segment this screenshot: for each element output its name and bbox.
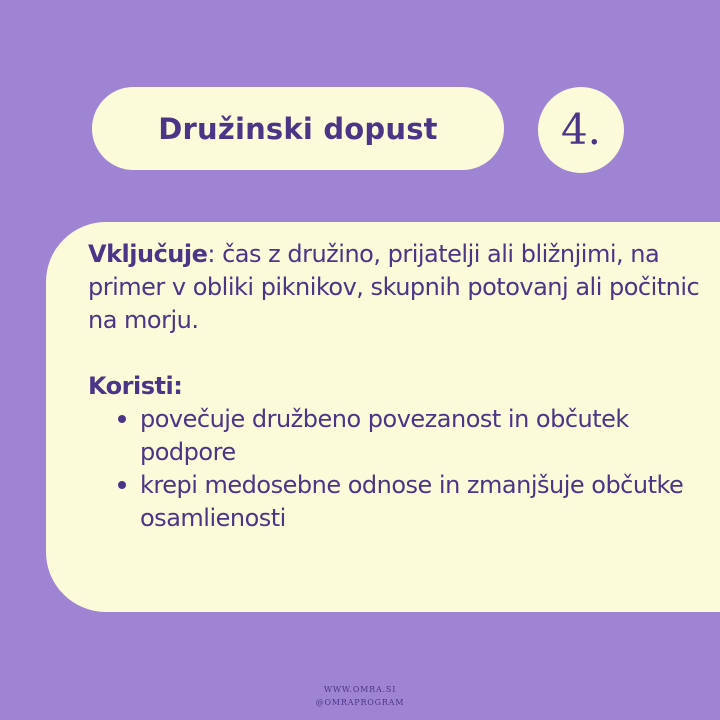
slide-title: Družinski dopust xyxy=(158,111,438,146)
bullet-icon xyxy=(118,415,126,423)
includes-label: Vključuje xyxy=(88,240,208,268)
number-badge xyxy=(538,87,624,173)
includes-text: : čas z družino, prijatelji ali bližnjimi, na primer v obliki piknikov, skupnih potovanj ali počitnic na morju. xyxy=(88,240,700,334)
footer-handle: @OMRAPROGRAM xyxy=(315,698,405,707)
benefits-heading: Koristi: xyxy=(88,372,183,400)
benefits-list xyxy=(88,403,708,535)
footer xyxy=(0,683,720,709)
list-item xyxy=(118,469,708,535)
slide-number: 4. xyxy=(560,104,602,154)
includes-paragraph xyxy=(88,238,708,337)
bullet-icon xyxy=(118,481,126,489)
benefit-text: povečuje družbeno povezanost in občutek podpore xyxy=(140,405,629,466)
benefit-text: krepi medosebne odnose in zmanjšuje občutke osamlienosti xyxy=(140,471,684,532)
footer-website: WWW.OMRA.SI xyxy=(323,685,397,694)
list-item xyxy=(118,403,708,469)
content-block xyxy=(88,238,708,535)
title-pill xyxy=(92,87,504,170)
